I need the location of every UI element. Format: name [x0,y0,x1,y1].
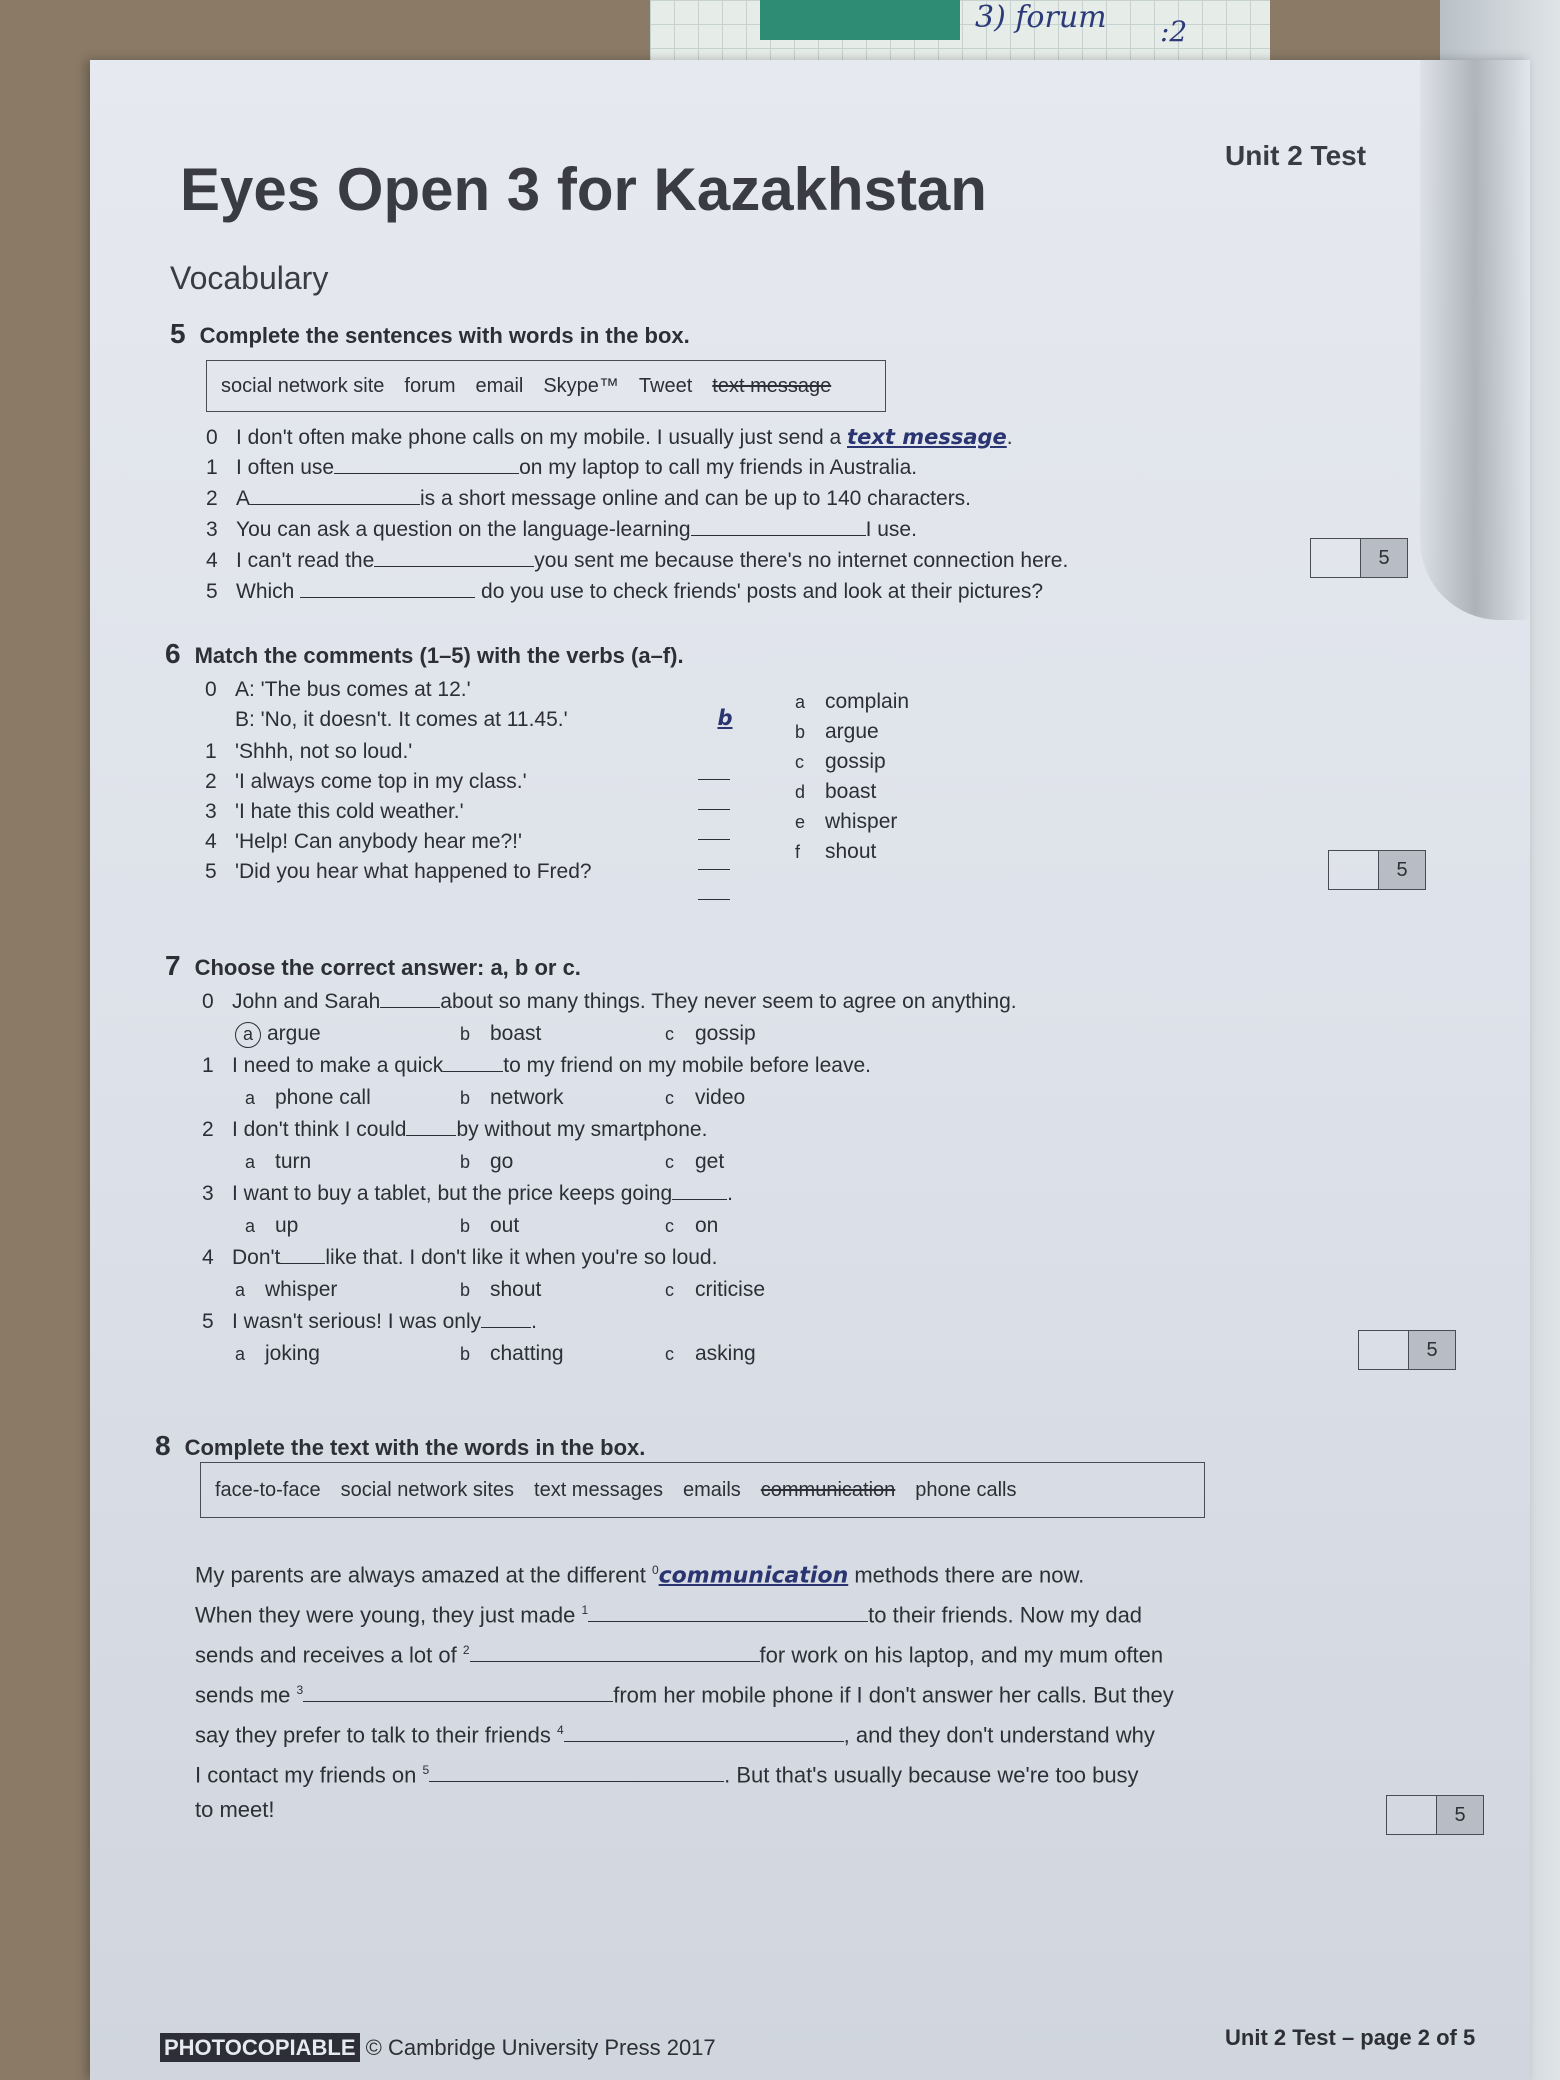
word-box-item-struck: text message [712,374,832,397]
ex7-option[interactable]: b out [460,1214,520,1237]
answer-blank[interactable] [250,490,420,505]
verb-option: b argue [795,720,879,743]
ex7-option[interactable]: b shout [460,1278,542,1301]
ex7-option-selected[interactable]: a argue [235,1022,321,1048]
ex7-option[interactable]: a turn [245,1150,312,1173]
exercise-8-heading: 8 Complete the text with the words in the box. [155,1430,646,1461]
score-box-6: 5 [1328,850,1426,890]
answer-blank[interactable] [303,1687,613,1702]
score-box-8: 5 [1386,1795,1484,1835]
answer-blank[interactable] [698,825,730,840]
answer-blank[interactable] [564,1727,844,1742]
text-line: sends and receives a lot of $^2$ for work on his laptop, and my mum often [195,1642,1164,1668]
handwritten-answer: b [717,706,733,730]
ex5-item: 2 A is a short message online and can be up to 140 characters. [206,487,972,510]
answer-blank[interactable] [300,583,475,598]
exercise-5-heading: 5 Complete the sentences with words in the box. [170,318,690,349]
exercise-6-heading: 6 Match the comments (1–5) with the verbs (a–f). [165,638,684,669]
unit-label: Unit 2 Test [1225,140,1367,171]
pen-overlay [1420,60,1530,620]
ex7-option[interactable]: b chatting [460,1342,564,1365]
handwritten-mark: :2 [1160,15,1188,48]
footer-copyright: PHOTOCOPIABLE © Cambridge University Press 2017 [160,2035,716,2061]
ex5-item: 0 I don't often make phone calls on my mobile. I usually just send a text message. [206,425,1013,449]
word-box-8 [200,1462,1205,1518]
page-title: Eyes Open 3 for Kazakhstan [180,156,987,223]
verb-option: c gossip [795,750,886,773]
answer-blank[interactable] [672,1185,727,1200]
text-line: I contact my friends on $^5$ . But that's usually because we're too busy [195,1762,1139,1788]
answer-blank[interactable] [698,855,730,870]
verb-option: f shout [795,840,877,863]
answer-blank[interactable] [470,1647,760,1662]
word-box-item: Skype™ [543,374,619,397]
word-box-item: face-to-face [215,1478,321,1501]
verb-option: e whisper [795,810,898,833]
ex7-option[interactable]: b go [460,1150,514,1173]
ex5-item: 4 I can't read the you sent me because there's no internet connection here. [206,549,1069,572]
score-box-5: 5 [1310,538,1408,578]
answer-blank[interactable] [588,1607,868,1622]
word-box-item-struck: communication [760,1478,896,1501]
section-heading: Vocabulary [170,260,329,296]
word-box-item: social network sites [340,1478,515,1501]
ex7-question: 4 Don't like that. I don't like it when you're so loud. [202,1246,718,1269]
ex7-option[interactable]: a phone call [245,1086,371,1109]
ex6-item: 4 'Help! Can anybody hear me?!' [205,830,523,853]
word-box-item: phone calls [915,1478,1017,1501]
ex7-question: 5 I wasn't serious! I was only . [202,1310,537,1333]
answer-blank[interactable] [280,1249,325,1264]
word-box-item: social network site [221,374,385,397]
ex7-question: 1 I need to make a quick to my friend on my mobile before leave. [202,1054,871,1077]
ex7-option[interactable]: c video [665,1086,746,1109]
ex6-example-b: B: 'No, it doesn't. It comes at 11.45.' [235,708,568,731]
ex5-item: 3 You can ask a question on the language-learning I use. [206,518,917,541]
ex7-question: 3 I want to buy a tablet, but the price keeps going . [202,1182,733,1205]
answer-blank[interactable] [374,552,534,567]
worksheet-page [90,60,1530,2080]
answer-blank[interactable] [334,459,519,474]
word-box-item: emails [682,1478,741,1501]
verb-option: d boast [795,780,877,803]
ex7-option[interactable]: c on [665,1214,719,1237]
exercise-7-heading: 7 Choose the correct answer: a, b or c. [165,950,581,981]
text-line: My parents are always amazed at the different $^0$communication methods there are now. [195,1562,1085,1589]
word-box-item: Tweet [638,374,693,397]
text-line: sends me $^3$ from her mobile phone if I don't answer her calls. But they [195,1682,1174,1708]
ex7-option[interactable]: b network [460,1086,564,1109]
footer-page-number: Unit 2 Test – page 2 of 5 [1225,2025,1476,2050]
word-box-item: forum [404,374,456,397]
ex7-option[interactable]: c criticise [665,1278,766,1301]
ex7-option[interactable]: a up [245,1214,299,1237]
ex7-option[interactable]: c get [665,1150,725,1173]
text-line: When they were young, they just made $^1$ to their friends. Now my dad [195,1602,1143,1628]
word-box-item: email [475,374,524,397]
answer-blank[interactable] [698,795,730,810]
ex7-option[interactable]: b boast [460,1022,542,1045]
word-box-5 [206,360,886,412]
ex7-option[interactable]: a whisper [235,1278,338,1301]
answer-blank[interactable] [429,1767,724,1782]
ex7-option[interactable]: c gossip [665,1022,756,1045]
background-green-cover [760,0,960,40]
ex7-option[interactable]: c asking [665,1342,756,1365]
answer-blank[interactable] [691,521,866,536]
handwritten-answer: communication [658,1563,849,1589]
ex6-example-a: 0 A: 'The bus comes at 12.' [205,678,471,701]
score-box-7: 5 [1358,1330,1456,1370]
text-line: say they prefer to talk to their friends $^4$ , and they don't understand why [195,1722,1155,1748]
ex7-question: 0 John and Sarah about so many things. They never seem to agree on anything. [202,990,1017,1013]
text-line: to meet! [195,1797,275,1822]
handwritten-note: 3) forum [975,0,1107,35]
answer-blank[interactable] [406,1121,456,1136]
word-box-item: text messages [534,1478,663,1501]
ex5-item: 1 I often use on my laptop to call my friends in Australia. [206,456,918,479]
handwritten-answer: text message [847,425,1007,449]
verb-option: a complain [795,690,910,713]
ex5-item: 5 Which do you use to check friends' posts and look at their pictures? [206,580,1044,603]
ex6-item: 3 'I hate this cold weather.' [205,800,464,823]
ex6-item: 2 'I always come top in my class.' [205,770,527,793]
ex6-item: 1 'Shhh, not so loud.' [205,740,413,763]
answer-blank[interactable] [481,1313,531,1328]
ex6-item: 5 'Did you hear what happened to Fred? [205,860,592,883]
ex7-question: 2 I don't think I could by without my smartphone. [202,1118,708,1141]
answer-blank[interactable] [443,1057,503,1072]
ex7-option[interactable]: a joking [235,1342,320,1365]
answer-blank[interactable] [698,765,730,780]
answer-blank[interactable] [698,885,730,900]
